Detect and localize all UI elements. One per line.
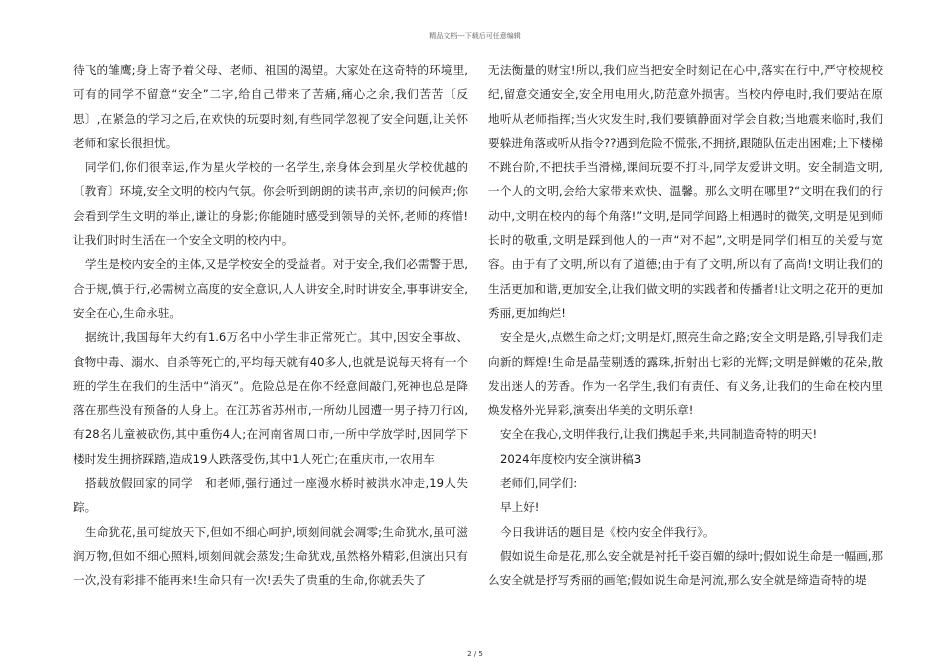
page-number: 2 / 5 (467, 650, 483, 658)
paragraph: 待飞的雏鹰;身上寄予着父母、老师、祖国的渴望。大家处在这奇特的环境里,可有的同学不留意“安全”二字,给自己带来了苦痛,痛心之余,我们苦苦〔反思〕,在紧急的学习之后,在欢快的玩耍时刻,有些同学忽视了安全问题,让关怀老师和家长很担忧。 (73, 63, 468, 150)
paragraph: 老师们,同学们: (500, 476, 578, 491)
paragraph: 搭载放假回家的同学 和老师,强行通过一座漫水桥时被洪水冲走,19人失踪。 (73, 476, 468, 515)
paragraph: 无法衡量的财宝!所以,我们应当把安全时刻记在心中,落实在行中,严守校规校纪,留意交通安全,安全用电用火,防范意外损害。当校内停电时,我们要站在原地听从老师指挥;当火灾发生时,我们要镇静面对学会自救;当地震来临时,我们要躲进角落或听从指令??遇到危险不慌张,不拥挤,跟随队伍走出困难;上下楼梯不跳台阶,不把扶手当滑梯,课间玩耍不打斗,同学友爱讲文明。安全制造文明,一个人的文明,会给大家带来欢快、温馨。那么文明在哪里?“文明在我们的行动中,文明在校内的每个角落!”文明,是同学间路上相遇时的微笑,文明是见到师长时的敬重,文明是踩到他人的一声“对不起”,文明是同学们相互的关爱与宽容。由于有了文明,所以有了道德;由于有了文明,所以有了高尚!文明让我们的生活更加和谐,更加安全,让我们做文明的实践者和传播者!让文明之花开的更加秀丽,更加绚烂! (488, 63, 883, 320)
paragraph: 同学们,你们很幸运,作为星火学校的一名学生,亲身体会到星火学校优越的〔教育〕环境,安全文明的校内气氛。你会听到朗朗的读书声,亲切的问候声;你会看到学生文明的举止,谦让的身影;你能随时感受到领导的关怀,老师的疼惜!让我们时时生活在一个安全文明的校内中。 (73, 160, 468, 248)
left-column (73, 58, 468, 593)
paragraph: 据统计,我国每年大约有1.6万名中小学生非正常死亡。其中,因安全事故、食物中毒、溺水、自杀等死亡的,平均每天就有40多人,也就是说每天将有一个班的学生在我们的生活中“消灭”。危险总是在你不经意间敲门,死神也总是降落在那些没有预备的人身上。在江苏省苏州市,一所幼儿园遭一男子持刀行凶,有28名儿童被砍伤,其中重伤4人;在河南省周口市,一所中学放学时,因同学下楼时发生拥挤踩踏,造成19人跌落受伤,其中1人死亡;在重庆市,一农用车 (73, 330, 468, 466)
paragraph: 安全是火,点燃生命之灯;文明是灯,照亮生命之路;安全文明是路,引导我们走向新的辉煌!生命是晶莹剔透的露珠,折射出七彩的光辉;文明是鲜嫩的花朵,散发出迷人的芳香。作为一名学生,我们有责任、有义务,让我们的生命在校内里焕发格外光异彩,演奏出华美的文明乐章! (488, 330, 883, 418)
paragraph: 学生是校内安全的主体,又是学校安全的受益者。对于安全,我们必需警于思,合于规,慎于行,必需树立高度的安全意识,人人讲安全,时时讲安全,事事讲安全,安全在心,生命永驻。 (73, 257, 468, 320)
paragraph: 生命犹花,虽可绽放天下,但如不细心呵护,顷刻间就会凋零;生命犹水,虽可滋润万物,但如不细心照料,顷刻间就会蒸发;生命犹戏,虽然格外精彩,但演出只有一次,没有彩排不能再来!生命只有一次!丢失了贵重的生命,你就丢失了 (73, 524, 468, 588)
page-header: 精品文档---下载后可任意编辑 (429, 32, 521, 40)
paragraph: 早上好! (500, 500, 540, 515)
paragraph: 2024年度校内安全演讲稿3 (500, 451, 642, 466)
right-column (488, 58, 883, 593)
paragraph: 今日我讲话的题目是《校内安全伴我行》。 (500, 524, 715, 539)
paragraph: 安全在我心,文明伴我行,让我们携起手来,共同制造奇特的明天! (500, 427, 818, 442)
paragraph: 假如说生命是花,那么安全就是衬托千姿百媚的绿叶;假如说生命是一幅画,那么安全就是抒写秀丽的画笔;假如说生命是河流,那么安全就是缔造奇特的堤 (488, 548, 883, 588)
